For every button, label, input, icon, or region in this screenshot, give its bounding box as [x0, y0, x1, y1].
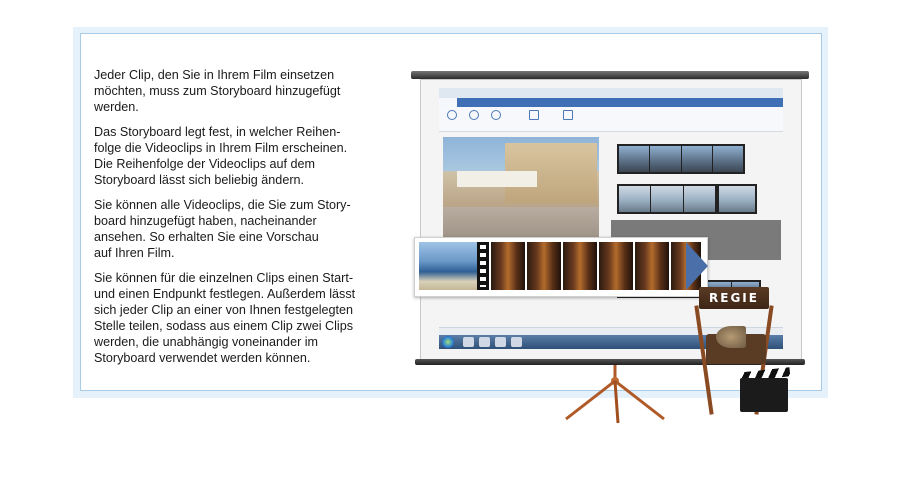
storyboard-filmstrip [414, 237, 708, 297]
arrow-right-icon [686, 242, 708, 290]
taskbar-item [495, 337, 506, 347]
clapperboard-icon [740, 378, 788, 412]
paragraph-2 [94, 124, 404, 188]
ribbon-tabs [439, 98, 783, 107]
zoom-out-icon [465, 110, 483, 120]
text-line: Das Storyboard legt fest, in welcher Reihen- [94, 125, 341, 139]
text-line: und einen Endpunkt festlegen. Außerdem lässt [94, 287, 356, 301]
windows-start-icon [442, 336, 454, 348]
filmstrip-sea-frame [419, 242, 477, 290]
zoom-icon [487, 110, 505, 120]
file-tab [439, 98, 457, 107]
screen-roller-top [411, 71, 809, 79]
text-line: folge die Videoclips in Ihrem Film erscheinen. [94, 141, 348, 155]
paragraph-1 [94, 67, 404, 115]
tripod-icon [560, 365, 670, 425]
zoom-in-icon [443, 110, 461, 120]
text-line: Stelle teilen, sodass aus einem Clip zwei Clips [94, 319, 353, 333]
text-line: werden. [94, 100, 139, 114]
ribbon [439, 107, 783, 132]
paragraph-4 [94, 270, 404, 366]
text-line: sich jeder Clip an einer von Ihnen festgelegten [94, 303, 354, 317]
thumbnail-icon [559, 110, 577, 120]
taskbar-item [511, 337, 522, 347]
preview-awning [457, 171, 537, 187]
description-text [94, 67, 404, 375]
text-line: Storyboard verwendet werden können. [94, 351, 311, 365]
filmstrip-frame [563, 242, 597, 290]
taskbar-item [463, 337, 474, 347]
thumbnail-icon [525, 110, 543, 120]
text-line: auf Ihren Film. [94, 246, 175, 260]
storyboard-clip [617, 144, 745, 174]
projector-screen [420, 79, 802, 363]
filmstrip-frame [491, 242, 525, 290]
megaphone-icon [716, 326, 746, 348]
film-perforation [477, 242, 489, 290]
text-line: Sie können alle Videoclips, die Sie zum Story- [94, 198, 351, 212]
filmstrip-frame [527, 242, 561, 290]
filmstrip-frame [599, 242, 633, 290]
text-line: ansehen. So erhalten Sie eine Vorschau [94, 230, 319, 244]
paragraph-3 [94, 197, 404, 261]
taskbar-item [479, 337, 490, 347]
storyboard-clip [717, 184, 757, 214]
chair-sign: REGIE [709, 291, 759, 305]
text-line: Sie können für die einzelnen Clips einen Start- [94, 271, 354, 285]
storyboard-clip [617, 184, 717, 214]
filmstrip-frame [635, 242, 669, 290]
text-line: Jeder Clip, den Sie in Ihrem Film einsetzen [94, 68, 335, 82]
text-line: werden, die unabhängig voneinander im [94, 335, 319, 349]
text-line: board hinzugefügt haben, nacheinander [94, 214, 317, 228]
text-line: Die Reihenfolge der Videoclips auf dem [94, 157, 315, 171]
text-line: Storyboard lässt sich beliebig ändern. [94, 173, 305, 187]
text-line: möchten, muss zum Storyboard hinzugefügt [94, 84, 341, 98]
